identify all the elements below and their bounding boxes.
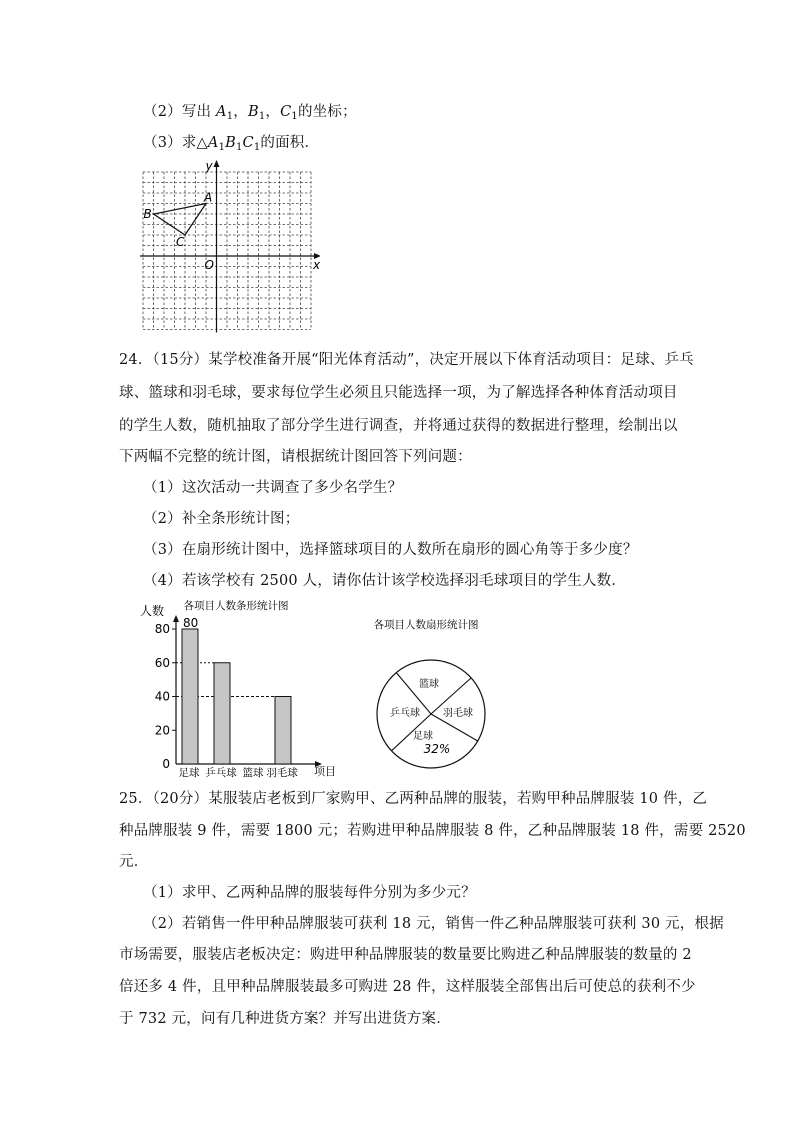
q24-line-2: 球、篮球和羽毛球，要求每位学生必须且只能选择一项，为了解选择各种体育活动项目 [119, 385, 678, 401]
q25-line-1: 25．（20分）某服装店老板到厂家购甲、乙两种品牌的服装，若购甲种品牌服装 10 件，乙 [119, 791, 708, 807]
q23-item-3-b-sub: 1 [235, 142, 243, 153]
pie-label-pingpong: 乒乓球 [390, 708, 420, 719]
q23-item-2-a: A [216, 104, 227, 120]
q23-item-3-b: B [225, 135, 236, 151]
bar-chart-ticks [155, 622, 170, 771]
bar-chart-ylabel: 人数 [140, 604, 165, 618]
q24-item-3: （3）在扇形统计图中，选择篮球项目的人数所在扇形的圆心角等于多少度？ [143, 542, 638, 558]
q23-item-3-suffix: 的面积． [260, 135, 320, 151]
pie-chart [360, 612, 500, 770]
triangle-outline [154, 204, 207, 236]
q23-item-2-sep2: ， [265, 104, 281, 120]
bar-category-label: 篮球 [242, 767, 264, 779]
axis-y-label: y [205, 159, 213, 173]
q24-line-1: 24．（15分）某学校准备开展“阳光体育活动”，决定开展以下体育活动项目：足球、乒乓 [119, 352, 694, 368]
bar-category-label: 羽毛球 [266, 767, 298, 779]
pie-label-football: 足球 [413, 731, 433, 742]
q24-item-4: （4）若该学校有 2500 人，请你估计该学校选择羽毛球项目的学生人数． [143, 573, 627, 589]
q25-item-2-line-3: 倍还多 4 件，且甲种品牌服装最多可购进 28 件，这样服装全部售出后可使总的获利不少 [119, 979, 696, 995]
q23-item-3-prefix: （3）求△ [143, 135, 208, 151]
bar-chart-categories [179, 766, 299, 779]
q25-item-2-line-1: （2）若销售一件甲种品牌服装可获利 18 元，销售一件乙种品牌服装可获利 30 元，根据 [143, 916, 724, 932]
q24-item-2: （2）补全条形统计图； [143, 511, 300, 527]
point-b-label: B [143, 207, 152, 221]
q23-item-3 [143, 133, 319, 158]
y-axis-arrow [214, 160, 220, 167]
grid-lines [143, 172, 311, 330]
grid-axes [140, 160, 320, 333]
q24-line-4: 下两幅不完整的统计图，请根据统计图回答下列问题： [119, 449, 472, 465]
point-c-label: C [176, 235, 185, 249]
q23-item-3-a: A [207, 135, 219, 151]
axis-x-label: x [313, 258, 320, 272]
pie-chart-title: 各项目人数扇形统计图 [373, 619, 479, 631]
q23-item-2-a-sub: 1 [226, 111, 234, 122]
q25-item-2-line-4: 于 732 元，问有几种进货方案？并写出进货方案． [119, 1011, 451, 1027]
origin-label: O [204, 258, 214, 272]
bar-category-label: 乒乓球 [205, 767, 237, 779]
bar-category-label: 足球 [178, 767, 200, 779]
q23-item-2-b: B [247, 104, 259, 120]
triangle-abc [154, 204, 207, 236]
bar [182, 629, 198, 764]
pie-label-badminton: 羽毛球 [443, 708, 473, 719]
q23-item-3-c-sub: 1 [253, 142, 261, 153]
q23-item-2 [143, 102, 357, 127]
q24-line-3: 的学生人数，随机抽取了部分学生进行调查，并将通过获得的数据进行整理，绘制出以 [119, 418, 678, 434]
q25-line-2: 种品牌服装 9 件，需要 1800 元；若购进甲种品牌服装 8 件，乙种品牌服装 18 件，需要 2520 [119, 823, 746, 839]
q25-item-1: （1）求甲、乙两种品牌的服装每件分别为多少元？ [143, 885, 476, 901]
q25-line-3: 元． [119, 854, 149, 870]
bar [275, 697, 291, 765]
q23-item-2-c-sub: 1 [291, 111, 298, 122]
q23-item-3-a-sub: 1 [218, 142, 226, 153]
bar-chart-xlabel: 项目 [314, 765, 336, 778]
bar-ytick-label: 20 [154, 723, 170, 738]
bar [214, 663, 230, 764]
bar-ytick-label: 80 [154, 622, 170, 636]
bar-y-axis-arrow [173, 615, 179, 622]
q23-item-2-c: C [280, 104, 292, 120]
q25-item-2-line-2: 市场需要，服装店老板决定：购进甲种品牌服装的数量要比购进乙种品牌服装的数量的 2 [119, 947, 692, 963]
pie-annotation: 32% [423, 742, 451, 756]
coordinate-grid [138, 158, 320, 338]
bar-chart [136, 594, 346, 780]
q23-item-2-b-sub: 1 [258, 111, 266, 122]
bar-data-label: 80 [183, 616, 199, 630]
q23-item-2-sep1: ， [233, 104, 248, 120]
q24-item-1: （1）这次活动一共调查了多少名学生？ [143, 480, 403, 496]
q23-item-3-c: C [242, 135, 254, 151]
pie-label-basketball: 篮球 [419, 679, 439, 690]
q23-item-2-prefix: （2）写出 [143, 104, 217, 120]
point-a-label: A [204, 190, 213, 205]
q23-item-2-suffix: 的坐标； [297, 104, 357, 120]
bar-chart-title: 各项目人数条形统计图 [183, 600, 289, 612]
bar-ytick-label: 60 [154, 655, 170, 670]
bar-ytick-label: 0 [162, 757, 170, 771]
bar-ytick-label: 40 [154, 689, 170, 704]
